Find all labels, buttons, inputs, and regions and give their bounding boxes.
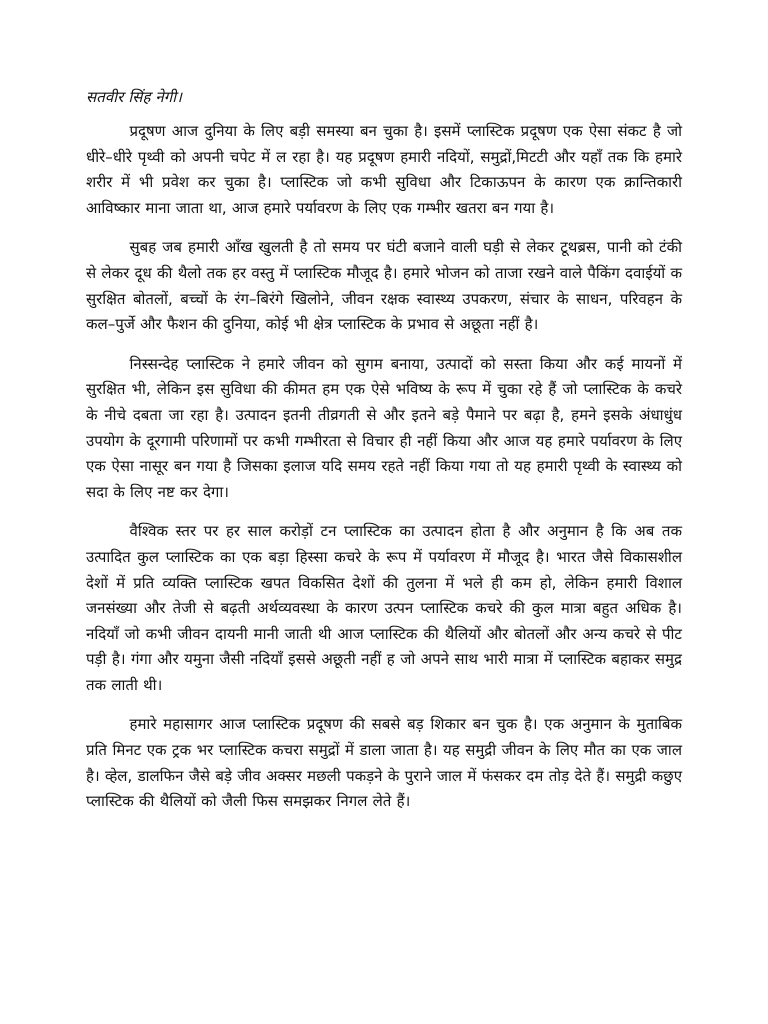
author-name: सतवीर सिंह नेगी। [86, 88, 183, 106]
paragraph-2: सुबह जब हमारी आँख खुलती है तो समय पर घंटी बजाने वाली घड़ी से लेकर टूथब्रस, पानी को टंकी से लेकर दूध की थैलो तक हर वस्तु में प्लास्टिक मौजूद है। हमारे भोजन को ताजा रखने वाले पैकिंग दवाईयों क सुरक्षित बोतलों, बच्चों के रंग–बिरंगे खिलोने, जीवन रक्षक स्वास्थ्य उपकरण, संचार के साधन, परिवहन के कल–पुर्जे और फैशन की दुनिया, कोई भी क्षेत्र प्लास्टिक के प्रभाव से अछूता नहीं है। [86, 238, 682, 334]
paragraph-1: प्रदूषण आज दुनिया के लिए बड़ी समस्या बन चुका है। इसमें प्लास्टिक प्रदूषण एक ऐसा संकट है जो धीरे–धीरे पृथ्वी को अपनी चपेट में ल रहा है। यह प्रदूषण हमारी नदियों, समुद्रों,मिटटी और यहाँ तक कि हमारे शरीर में भी प्रवेश कर चुका है। प्लास्टिक जो कभी सुविधा और टिकाऊपन के कारण एक क्रान्तिकारी आविष्कार माना जाता था, आज हमारे पर्यावरण के लिए एक गम्भीर खतरा बन गया है। [86, 122, 682, 217]
paragraph-5: हमारे महासागर आज प्लास्टिक प्रदूषण की सबसे बड़ शिकार बन चुक है। एक अनुमान के मुताबिक प्रति मिनट एक ट्रक भर प्लास्टिक कचरा समुद्रों में डाला जाता है। यह समुद्री जीवन के लिए मौत का एक जाल है। व्हेल, डालफिन जैसे बड़े जीव अक्सर मछली पकड़ने के पुराने जाल में फंसकर दम तोड़ देते हैं। समुद्री कछुए प्लास्टिक की थैलियों को जैली फिस समझकर निगल लेते हैं। [86, 715, 682, 811]
paragraph-3: निस्सन्देह प्लास्टिक ने हमारे जीवन को सुगम बनाया, उत्पादों को सस्ता किया और कई मायनों में सुरक्षित भी, लेकिन इस सुविधा की कीमत हम एक ऐसे भविष्य के रूप में चुका रहे हैं जो प्लास्टिक के कचरे के नीचे दबता जा रहा है। उत्पादन इतनी तीव्रगती से और इतने बड़े पैमाने पर बढ़ा है, हमने इसके अंधाधुंध उपयोग के दूरगामी परिणामों पर कभी गम्भीरता से विचार ही नहीं किया और आज यह हमारे पर्यावरण के लिए एक ऐसा नासूर बन गया है जिसका इलाज यदि समय रहते नहीं किया गया तो यह हमारी पृथ्वी के स्वास्थ्य को सदा के लिए नष्ट कर देगा। [86, 354, 682, 501]
paragraph-4: वैश्विक स्तर पर हर साल करोड़ों टन प्लास्टिक का उत्पादन होता है और अनुमान है कि अब तक उत्पादित कुल प्लास्टिक का एक बड़ा हिस्सा कचरे के रूप में पर्यावरण में मौजूद है। भारत जैसे विकासशील देशों में प्रति व्यक्ति प्लास्टिक खपत विकसित देशों की तुलना में भले ही कम हो, लेकिन हमारी विशाल जनसंख्या और तेजी से बढ़ती अर्थव्यवस्था के कारण उत्पन प्लास्टिक कचरे की कुल मात्रा बहुत अधिक है। नदियाँ जो कभी जीवन दायनी मानी जाती थी आज प्लास्टिक की थैलियों और बोतलों और अन्य कचरे से पीट पड़ी है। गंगा और यमुना जैसी नदियाँ इससे अछूती नहीं ह जो अपने साथ भारी मात्रा में प्लास्टिक बहाकर समुद्र तक लाती थी। [86, 522, 682, 694]
